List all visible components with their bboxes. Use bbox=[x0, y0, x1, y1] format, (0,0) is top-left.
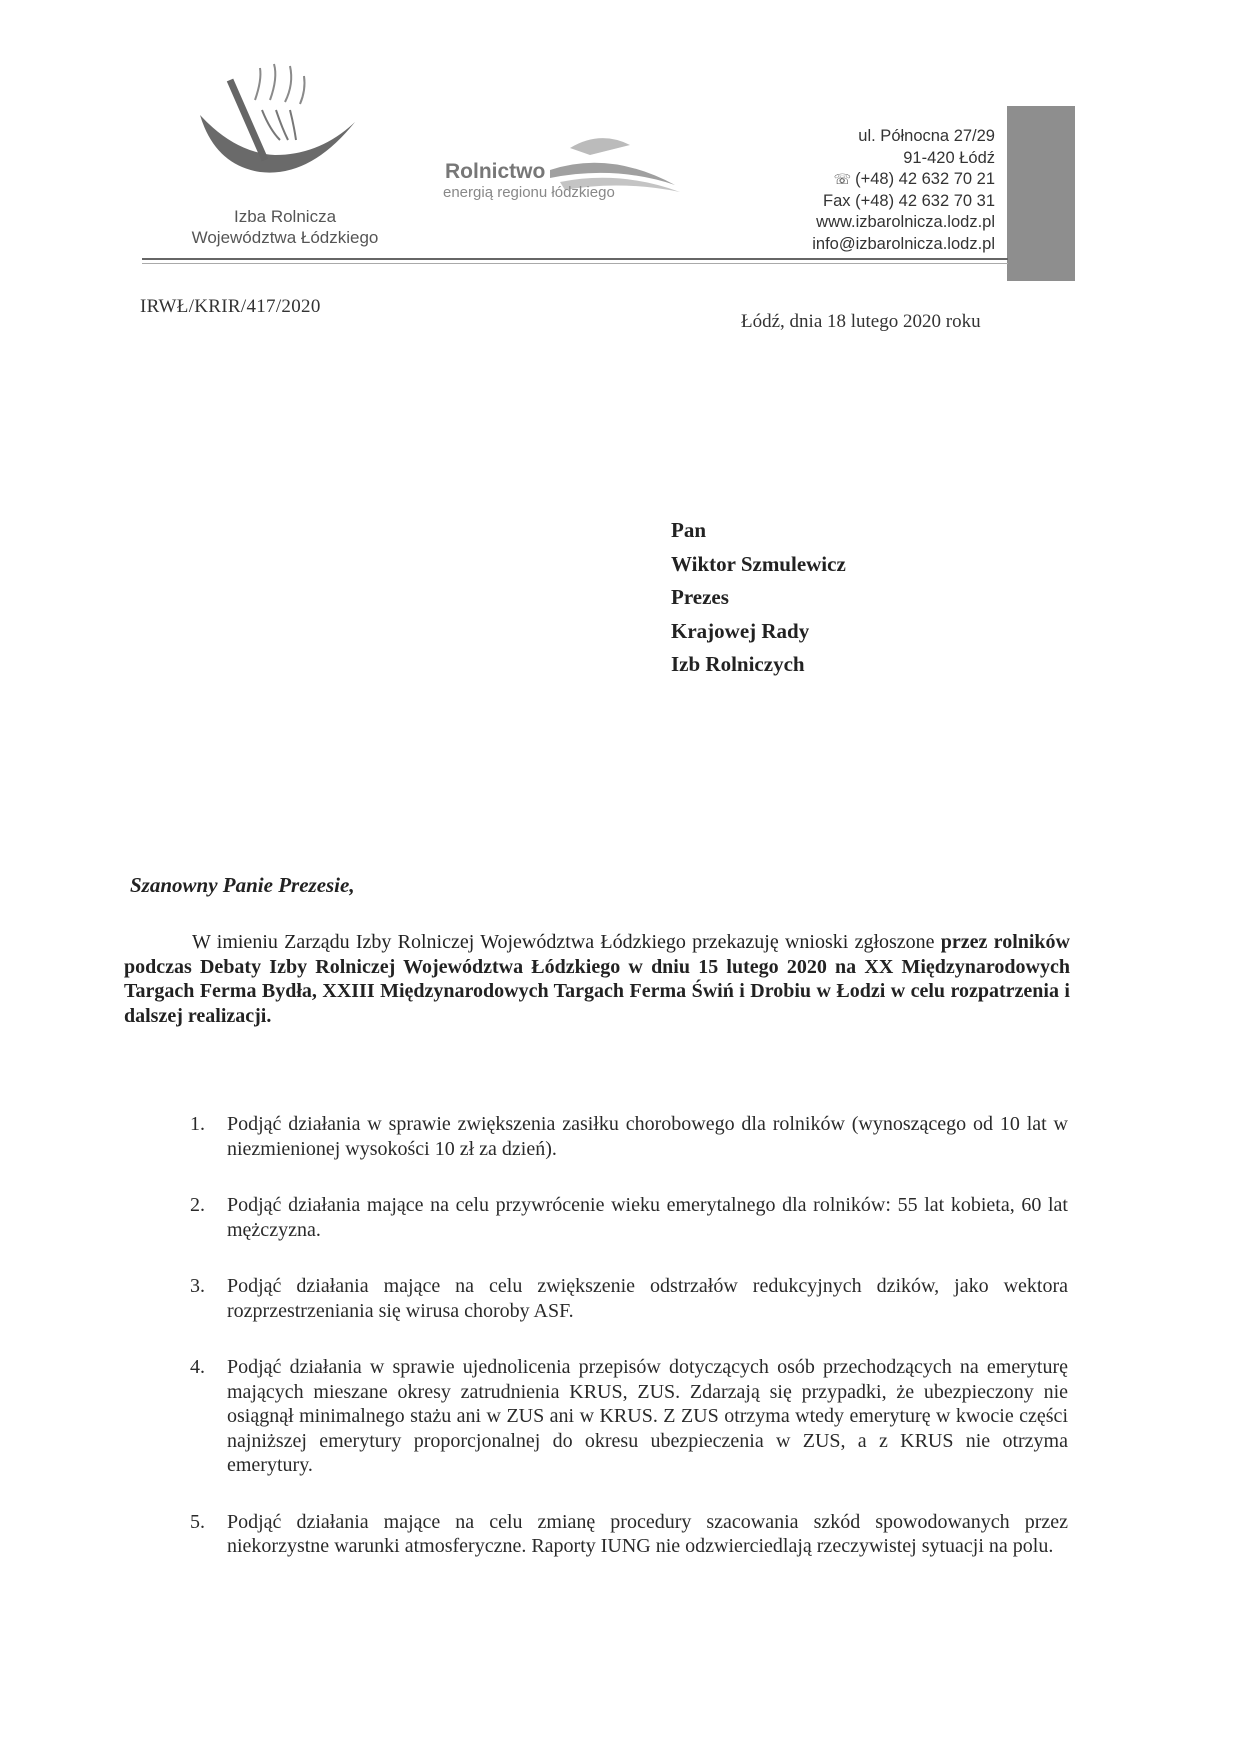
list-item bbox=[190, 1274, 1068, 1323]
header-grey-bar bbox=[1007, 106, 1075, 281]
list-item-text: Podjąć działania mające na celu zwiększenie odstrzałów redukcyjnych dzików, jako wektora rozprzestrzeniania się wirusa choroby ASF. bbox=[227, 1275, 1068, 1322]
recipient-line3: Prezes bbox=[671, 585, 729, 609]
izba-rolnicza-logo bbox=[190, 60, 380, 180]
contact-block bbox=[812, 126, 995, 255]
campaign-title: Rolnictwo bbox=[445, 160, 546, 183]
list-item bbox=[190, 1193, 1068, 1242]
recipient-line5: Izb Rolniczych bbox=[671, 652, 805, 676]
recipient-line2: Wiktor Szmulewicz bbox=[671, 551, 846, 576]
header-divider-thin bbox=[142, 263, 1008, 264]
organization-name bbox=[150, 206, 420, 248]
list-item-number: 5. bbox=[190, 1510, 205, 1533]
list-item-text: Podjąć działania mające na celu przywrócenie wieku emerytalnego dla rolników: 55 lat kobieta, 60 lat mężczyzna. bbox=[227, 1194, 1068, 1241]
reference-number: IRWŁ/KRIR/417/2020 bbox=[140, 296, 321, 317]
intro-paragraph bbox=[124, 930, 1070, 1028]
salutation: Szanowny Panie Prezesie, bbox=[130, 873, 355, 897]
list-item bbox=[190, 1112, 1068, 1161]
contact-street: ul. Północna 27/29 bbox=[858, 127, 995, 145]
list-item-text: Podjąć działania w sprawie ujednolicenia przepisów dotyczących osób przechodzących na emeryturę mających mieszane okresy zatrudnienia KRUS, ZUS. Zdarzają się przypadki, że ubezpieczony nie osiągnął minimalnego stażu ani w ZUS ani w KRUS. Z ZUS otrzyma wtedy emeryturę w kwocie części najniższej emerytury proporcjonalnej do okresu ubezpieczenia w ZUS, a z KRUS nie otrzyma emerytury. bbox=[227, 1356, 1068, 1476]
campaign-subtitle: energią regionu łódzkiego bbox=[443, 184, 615, 201]
contact-fax: Fax (+48) 42 632 70 31 bbox=[823, 191, 995, 210]
list-item-text: Podjąć działania w sprawie zwiększenia zasiłku chorobowego dla rolników (wynoszącego od 10 lat w niezmienionej wysokości 10 zł za dzień). bbox=[227, 1113, 1068, 1160]
phone-icon: ☏ bbox=[833, 171, 852, 187]
recipient-line1: Pan bbox=[671, 518, 707, 542]
intro-plain: W imieniu Zarządu Izby Rolniczej Województwa Łódzkiego przekazuję wnioski zgłoszone bbox=[192, 931, 941, 953]
list-item-number: 3. bbox=[190, 1275, 205, 1297]
recipient-block bbox=[671, 514, 846, 682]
requests-list bbox=[190, 1112, 1068, 1559]
organization-name-line1: Izba Rolnicza bbox=[233, 207, 337, 226]
contact-phone-line bbox=[812, 169, 995, 191]
organization-name-line2: Województwa Łódzkiego bbox=[191, 228, 379, 247]
list-item-number: 1. bbox=[190, 1113, 205, 1135]
recipient-line4: Krajowej Rady bbox=[671, 618, 810, 643]
header-divider bbox=[142, 258, 1008, 260]
contact-email: info@izbarolnicza.lodz.pl bbox=[812, 234, 995, 253]
list-item-text: Podjąć działania mające na celu zmianę procedury szacowania szkód spowodowanych przez niekorzystne warunki atmosferyczne. Raporty IUNG nie odzwierciedlają rzeczywistej sytuacji na polu. bbox=[227, 1510, 1068, 1557]
list-item-number: 4. bbox=[190, 1356, 205, 1378]
contact-website: www.izbarolnicza.lodz.pl bbox=[816, 213, 995, 231]
date-line: Łódź, dnia 18 lutego 2020 roku bbox=[741, 311, 981, 332]
list-item bbox=[190, 1510, 1068, 1559]
list-item-number: 2. bbox=[190, 1194, 205, 1216]
contact-city: 91-420 Łódź bbox=[903, 148, 995, 167]
intro-bold: przez rolników podczas Debaty Izby Rolniczej Województwa Łódzkiego w dniu 15 lutego 2020 na XX Międzynarodowych Targach Ferma Bydła, XXIII Międzynarodowych Targach Ferma Świń i Drobiu w Łodzi w celu rozpatrzenia i dalszej realizacji. bbox=[124, 931, 1070, 1027]
contact-phone: (+48) 42 632 70 21 bbox=[855, 170, 995, 188]
list-item bbox=[190, 1355, 1068, 1478]
